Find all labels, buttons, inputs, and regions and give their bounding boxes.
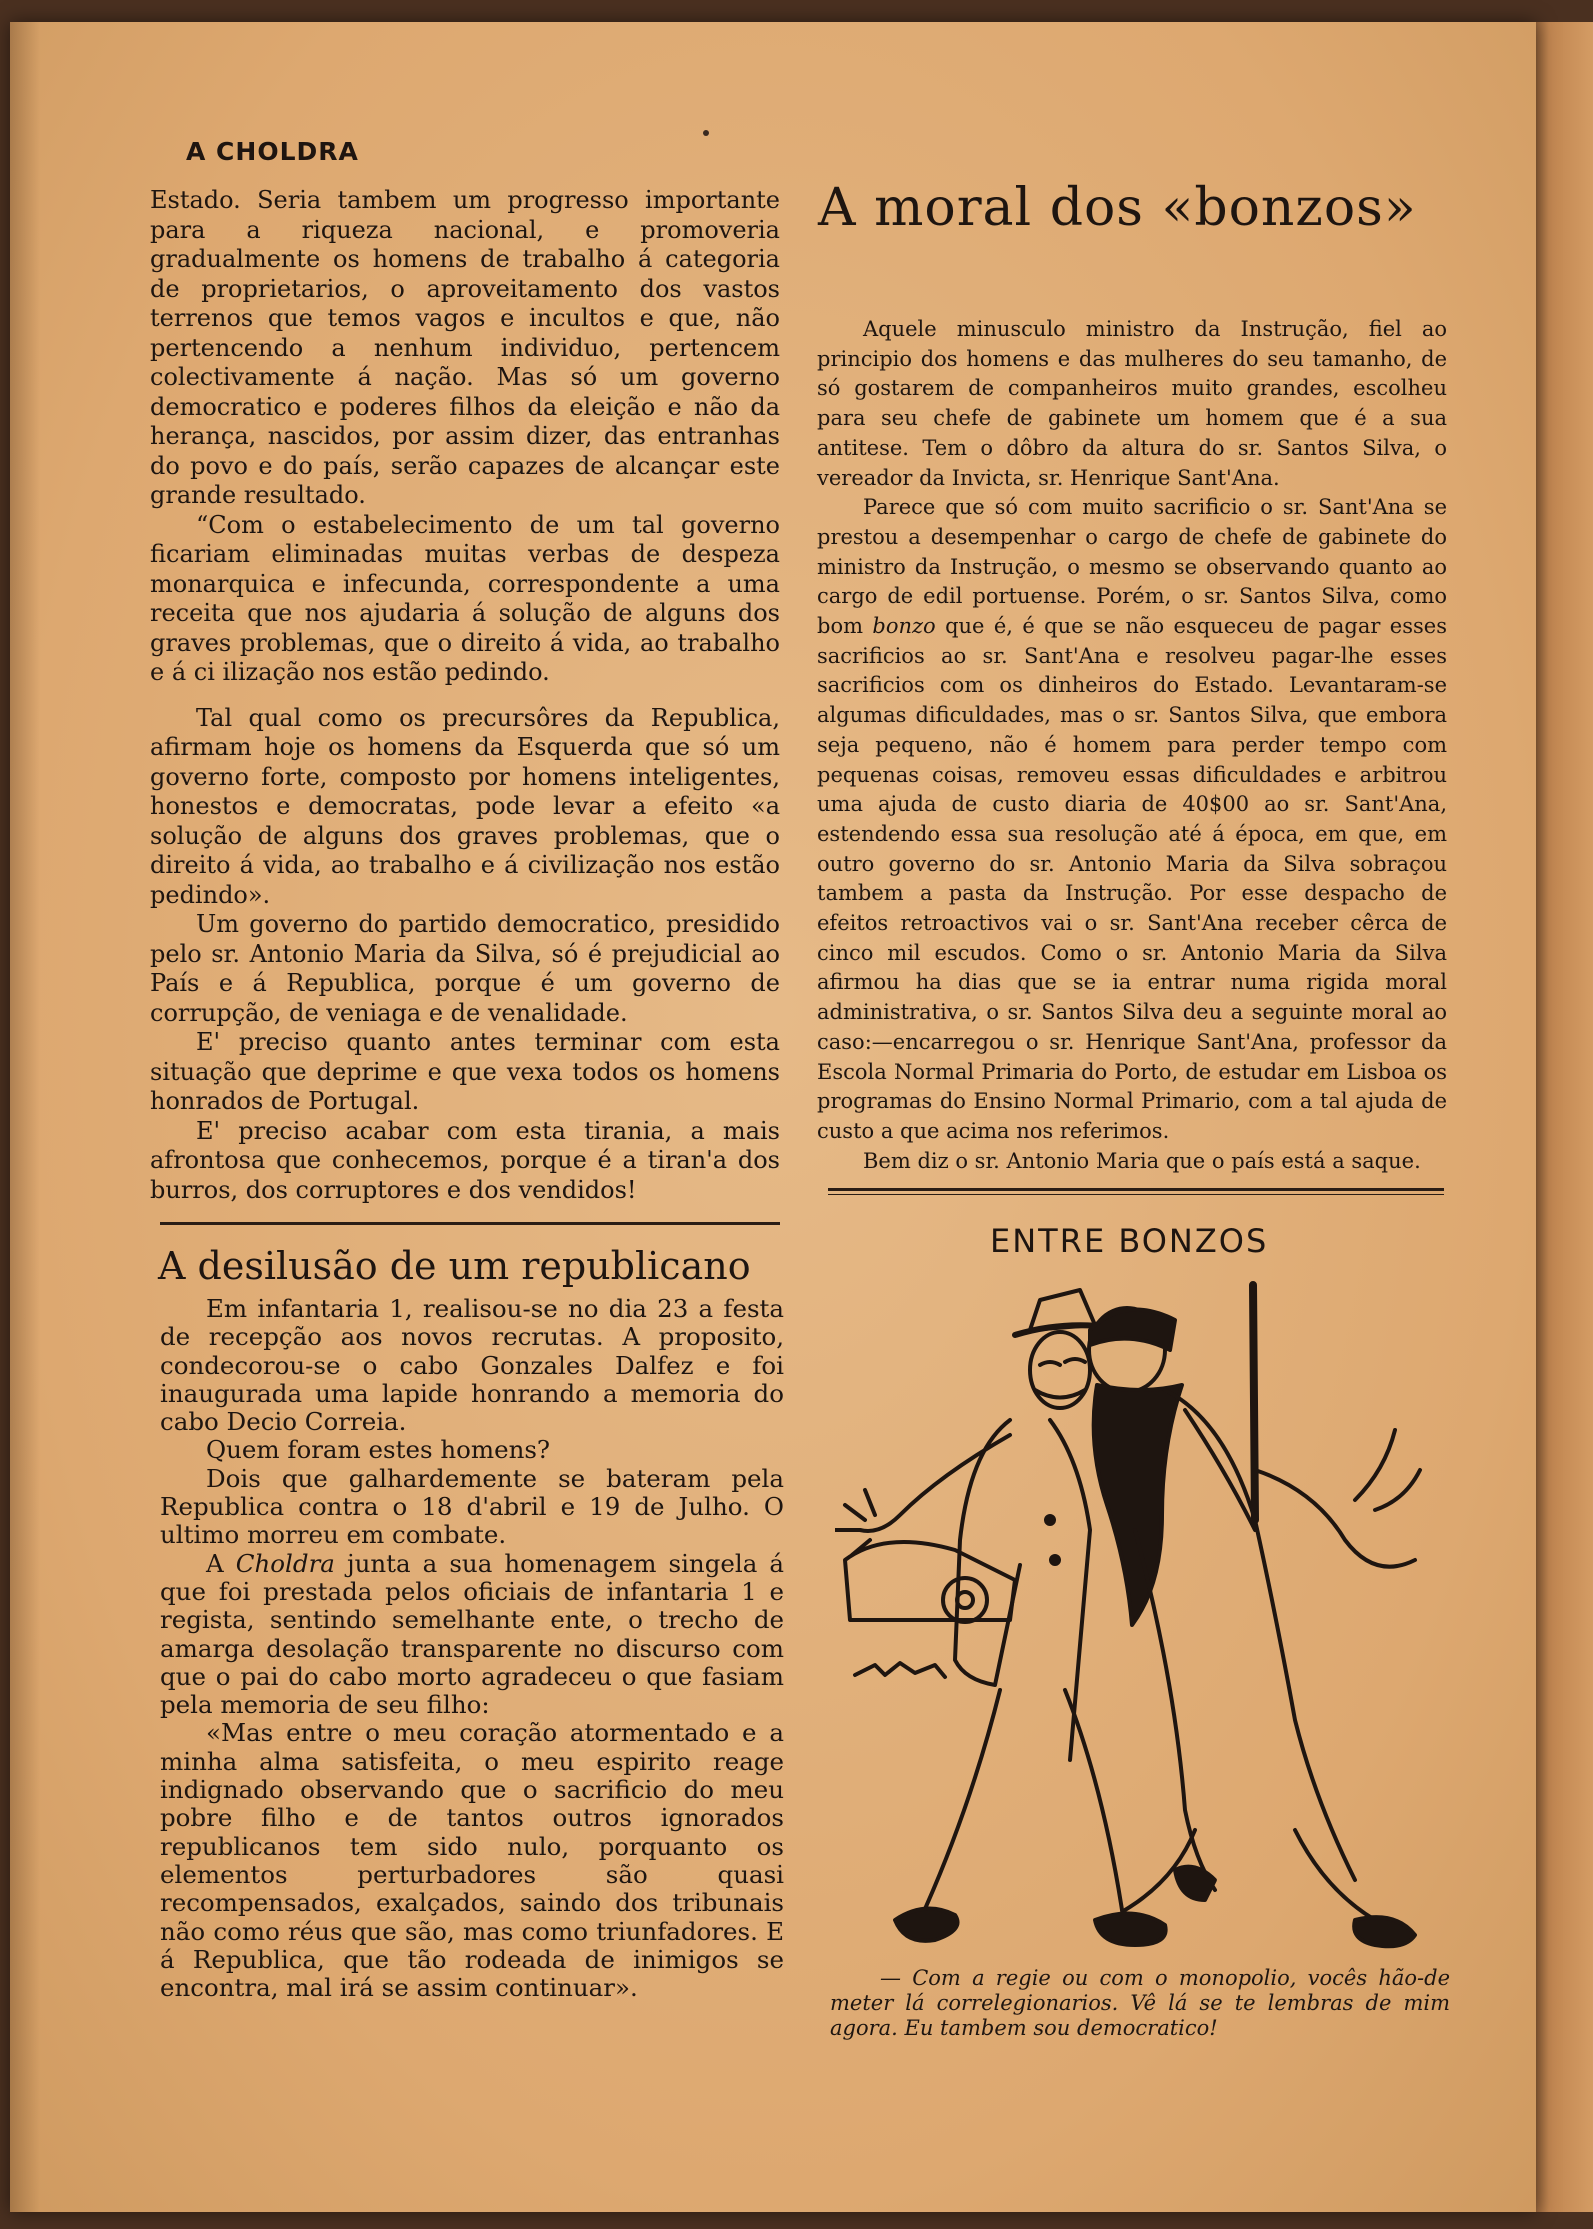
text-run: que é, é que se não esqueceu de pagar esses sacrificios ao sr. Sant'Ana e resolveu pagar-lhe esses sacrificios com os dinheiros do Estado. Levantaram-se algumas dificuldades, mas o sr. Santos Silva, que embora seja pequeno, não é homem para perder tempo com pequenas coisas, removeu essas dificuldades e arbitrou uma ajuda de custo diaria de 40$00 ao sr. Sant'Ana, estendendo essa sua resolução até á época, em que, em outro governo do sr. Antonio Maria da Silva sobraçou tambem a pasta da Instrução. Por esse despacho de efeitos retroactivos vai o sr. Sant'Ana receber cêrca de cinco mil escudos. Como o sr. Antonio Maria da Silva afirmou ha dias que se ia entrar numa rigida moral administrativa, o sr. Santos Silva deu a seguinte moral ao caso:—encarregou o sr. Henrique Sant'Ana, professor da Escola Normal Primaria do Porto, de estudar em Lisboa os programas do Ensino Normal Primario, com a tal ajuda de custo a que acima nos referimos. — [817, 614, 1447, 1143]
section-divider — [828, 1194, 1444, 1195]
text-run: A — [206, 1548, 236, 1578]
quote-paragraph: «Mas entre o meu coração atormentado e a minha alma satisfeita, o meu espirito reage indignado observando que o sacrificio do meu pobre filho e de tantos outros ignorados republicanos tem sido nulo, porquanto os elementos perturbadores são quasi recompensados, exalçados, saindo dos tribunais não como réus que são, mas como triunfadores. E á Republica, que tão rodeada de inimigos se encontra, mal irá se assim continuar». — [160, 1718, 784, 2003]
article-body — [160, 1295, 784, 2002]
paragraph: E' preciso acabar com esta tirania, a mais afrontosa que conhecemos, porque é a tiran'a dos burros, dos corruptores e dos vendidos! — [150, 1116, 780, 1204]
text-run: Parece que só com muito sacrificio o sr. Sant'Ana se prestou a desempenhar o cargo de chefe de gabinete do ministro da Instrução, o mesmo se observando quanto ao cargo de edil portuense. Porém, o sr. Santos Silva, como bom — [817, 495, 1447, 639]
newspaper-name: Choldra — [235, 1548, 335, 1578]
text-run: junta a sua homenagem singela á que foi prestada pelos oficiais de infantaria 1 e regista, sentindo semelhante ente, o trecho de amarga desolação transparente no discurso com que o pai do cabo morto agradeceu o que fasiam pela memoria de seu filho: — [160, 1548, 784, 1720]
adjacent-page-edge — [1530, 22, 1593, 2212]
paragraph: Tal qual como os precursôres da Republica, afirmam hoje os homens da Esquerda que só um governo forte, composto por homens inteligentes, honestos e democratas, pode levar a efeito «a solução de alguns dos graves problemas, que o direito á vida, ao trabalho e á civilização nos estão pedindo». — [150, 703, 780, 909]
paragraph: Bem diz o sr. Antonio Maria que o país está a saque. — [863, 1148, 1421, 1173]
caption-text: — Com a regie ou com o monopolio, vocês hão-de meter lá correlegionarios. Vê lá se te lembras de mim agora. Eu tambem sou democratico! — [830, 1966, 1450, 2040]
paragraph: Quem foram estes homens? — [206, 1435, 551, 1465]
left-column-text — [150, 186, 780, 1205]
article-body — [817, 315, 1447, 1176]
section-divider — [828, 1188, 1444, 1191]
running-head: A CHOLDRA — [186, 137, 359, 166]
paragraph — [817, 493, 1447, 1146]
paragraph: Um governo do partido democratico, presidido pelo sr. Antonio Maria da Silva, só é prejudicial ao País e á Republica, porque é um governo de corrupção, de veniaga e de venalidade. — [150, 910, 780, 1027]
paragraph: Aquele minusculo ministro da Instrução, fiel ao principio dos homens e das mulheres do seu tamanho, de só gostarem de companheiros muito grandes, escolheu para seu chefe de gabinete um homem que é a sua antitese. Tem o dôbro da altura do sr. Santos Silva, o vereador da Invicta, sr. Henrique Sant'Ana. — [817, 317, 1447, 490]
paragraph: “Com o estabelecimento de um tal governo ficariam eliminadas muitas verbas de despeza monarquica e infecunda, correspondente a uma receita que nos ajudaria á solução de alguns dos graves problemas, que o direito á vida, ao trabalho e á ci ilização nos estão pedindo. — [150, 510, 780, 686]
article-title: A desilusão de um republicano — [158, 1244, 751, 1288]
paragraph: Em infantaria 1, realisou-se no dia 23 a festa de recepção aos novos recrutas. A proposito, condecorou-se o cabo Gonzales Dalfez e foi inaugurada uma lapide honrando a memoria do cabo Decio Correia. — [160, 1294, 784, 1437]
italic-word: bonzo — [872, 614, 936, 639]
cartoon-illustration — [835, 1270, 1435, 1960]
paragraph: Estado. Seria tambem um progresso importante para a riqueza nacional, e promoveria gradualmente os homens de trabalho á categoria de proprietarios, o aproveitamento dos vastos terrenos que temos vagos e incultos e que, não pertencendo a nenhum individuo, pertencem colectivamente á nação. Mas só um governo democratico e poderes filhos da eleição e não da herança, nascidos, por assim dizer, das entranhas do povo e do país, serão capazes de alcançar este grande resultado. — [150, 186, 780, 509]
paragraph: Dois que galhardemente se bateram pela Republica contra o 18 d'abril e 19 de Julho. O ultimo morreu em combate. — [160, 1463, 784, 1550]
paragraph — [160, 1550, 784, 1720]
ink-speck — [703, 130, 709, 136]
section-divider — [160, 1222, 780, 1225]
cartoon-title: ENTRE BONZOS — [990, 1222, 1269, 1260]
cartoon-caption — [830, 1966, 1450, 2041]
article-title: A moral dos «bonzos» — [818, 178, 1417, 238]
page-fold-shadow — [10, 22, 40, 2212]
paragraph: E' preciso quanto antes terminar com esta situação que deprime e que vexa todos os homens honrados de Portugal. — [150, 1028, 780, 1115]
